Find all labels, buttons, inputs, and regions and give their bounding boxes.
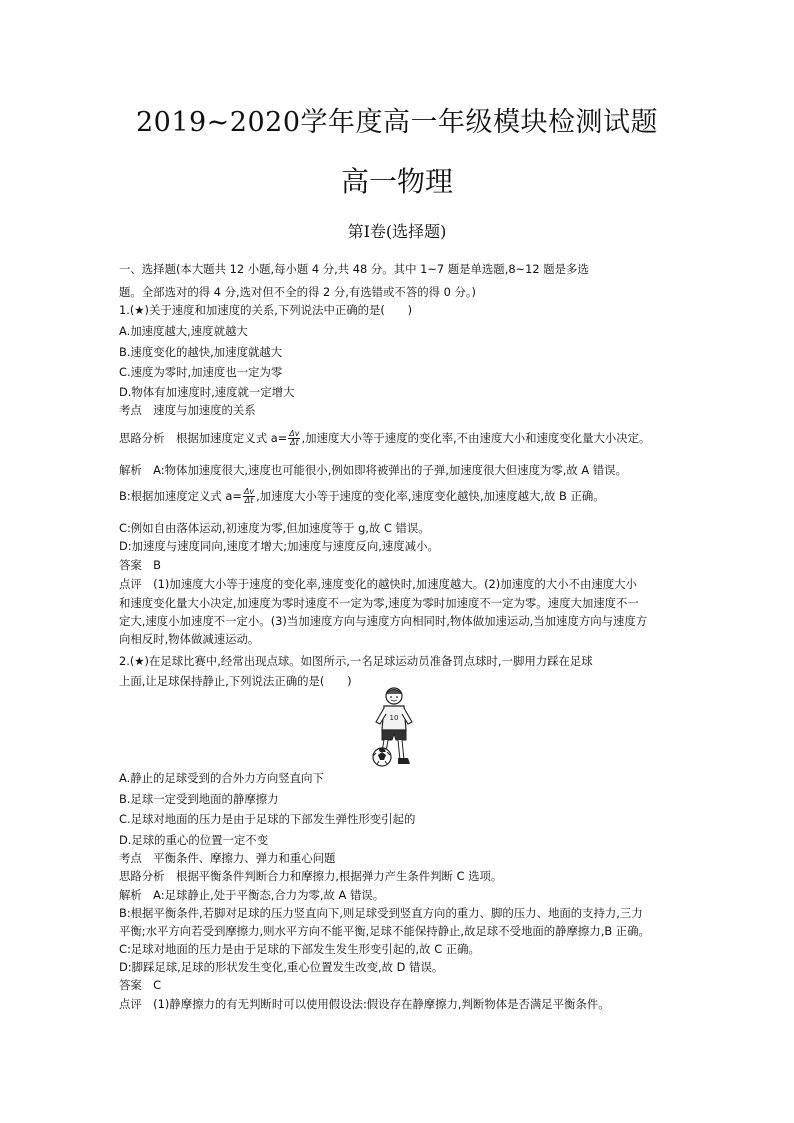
football-player-figure [368,686,416,768]
q1-silu [119,430,650,447]
q2-stem-1: 2.(★)在足球比赛中,经常出现点球。如图所示,一名足球运动员准备罚点球时,一脚用力踩在足球 [119,654,593,668]
fraction-numerator: Δv [243,487,255,496]
q1-stem: 1.(★)关于速度和加速度的关系,下列说法中正确的是( ) [119,303,413,317]
q2-jiexi-3: 平衡;水平方向若受到摩擦力,则水平方向不能平衡,足球不能保持静止,故足球不受地面的静摩擦力,B 正确。 [119,924,650,938]
q1-comment-4: 向相反时,物体做减速运动。 [119,632,260,646]
q1-comment-3: 定大,速度小加速度不一定小。(3)当加速度方向与速度方向相同时,物体做加速运动,当加速度方向与速度方 [119,614,648,628]
q2-option-b: B.足球一定受到地面的静摩擦力 [119,792,279,806]
q2-stem-2: 上面,让足球保持静止,下列说法正确的是( ) [119,674,352,688]
q2-jiexi-2: B:根据平衡条件,若脚对足球的压力竖直向下,则足球受到竖直方向的重力、脚的压力、地面的支持力,三力 [119,906,643,920]
fraction-numerator: Δv [289,429,300,438]
q2-silu: 思路分析 根据平衡条件判断合力和摩擦力,根据弹力产生条件判断 C 选项。 [119,869,503,883]
q1-option-a: A.加速度越大,速度就越大 [119,324,248,338]
q2-comment: 点评 (1)静摩擦力的有无判断时可以使用假设法:假设存在静摩擦力,判断物体是否满足平衡条件。 [119,997,610,1011]
q2-kaodian: 考点 平衡条件、摩擦力、弹力和重心问题 [119,851,336,865]
q1-jiexi-a: 解析 A:物体加速度很大,速度也可能很小,例如即将被弹出的子弹,加速度很大但速度为零,故 A 错误。 [119,463,627,477]
q1-silu-post: ,加速度大小等于速度的变化率,不由速度大小和速度变化量大小决定。 [301,431,651,445]
intro-line-1: 一、选择题(本大题共 12 小题,每小题 4 分,共 48 分。其中 1~7 题是单选题,8~12 题是多选 [119,262,589,276]
fraction-denominator: Δt [290,438,299,447]
q2-jiexi-4: C:足球对地面的压力是由于足球的下部发生发生形变引起的,故 C 正确。 [119,942,480,956]
svg-text:10: 10 [389,714,399,722]
intro-line-2: 题。全部选对的得 4 分,选对但不全的得 2 分,有选错或不答的得 0 分。) [119,285,476,299]
q2-option-d: D.足球的重心的位置一定不变 [119,833,269,847]
q2-answer: 答案 C [119,978,162,992]
q2-option-a: A.静止的足球受到的合外力方向竖直向下 [119,771,324,785]
q1-jiexi-c: C:例如自由落体运动,初速度为零,但加速度等于 g,故 C 错误。 [119,521,430,535]
q1-jiexi-d: D:加速度与速度同向,速度才增大;加速度与速度反向,速度减小。 [119,539,439,553]
q1-jiexi-b-pre: B:根据加速度定义式 a= [119,489,242,503]
q1-comment-2: 和速度变化量大小决定,加速度为零时速度不一定为零,速度为零时加速度不一定为零。速度大加速度不一 [119,596,639,610]
fraction-dv-dt [288,430,300,447]
q1-option-b: B.速度变化的越快,加速度就越大 [119,345,283,359]
exam-title: 2019~2020学年度高一年级模块检测试题 [135,107,659,138]
q1-comment-1: 点评 (1)加速度大小等于速度的变化率,速度变化的越快时,加速度越大。(2)加速度的大小不由速度大小 [119,577,637,591]
q1-jiexi-b-post: ,加速度大小等于速度的变化率,速度变化越快,加速度越大,故 B 正确。 [256,489,605,503]
subject-title: 高一物理 [340,165,453,198]
fraction-dv-dt [243,488,255,505]
q1-answer: 答案 B [119,558,161,572]
q2-jiexi-1: 解析 A:足球静止,处于平衡态,合力为零,故 A 错误。 [119,888,385,902]
q1-kaodian: 考点 速度与加速度的关系 [119,403,256,417]
section-title: 第Ⅰ卷(选择题) [347,222,447,241]
q1-jiexi-b [119,488,605,505]
q1-option-c: C.速度为零时,加速度也一定为零 [119,365,283,379]
q2-jiexi-5: D:脚踩足球,足球的形状发生变化,重心位置发生改变,故 D 错误。 [119,960,444,974]
q2-option-c: C.足球对地面的压力是由于足球的下部发生弹性形变引起的 [119,812,416,826]
q1-option-d: D.物体有加速度时,速度就一定增大 [119,385,295,399]
fraction-denominator: Δt [244,496,254,505]
q1-silu-pre: 思路分析 根据加速度定义式 a= [119,431,288,445]
